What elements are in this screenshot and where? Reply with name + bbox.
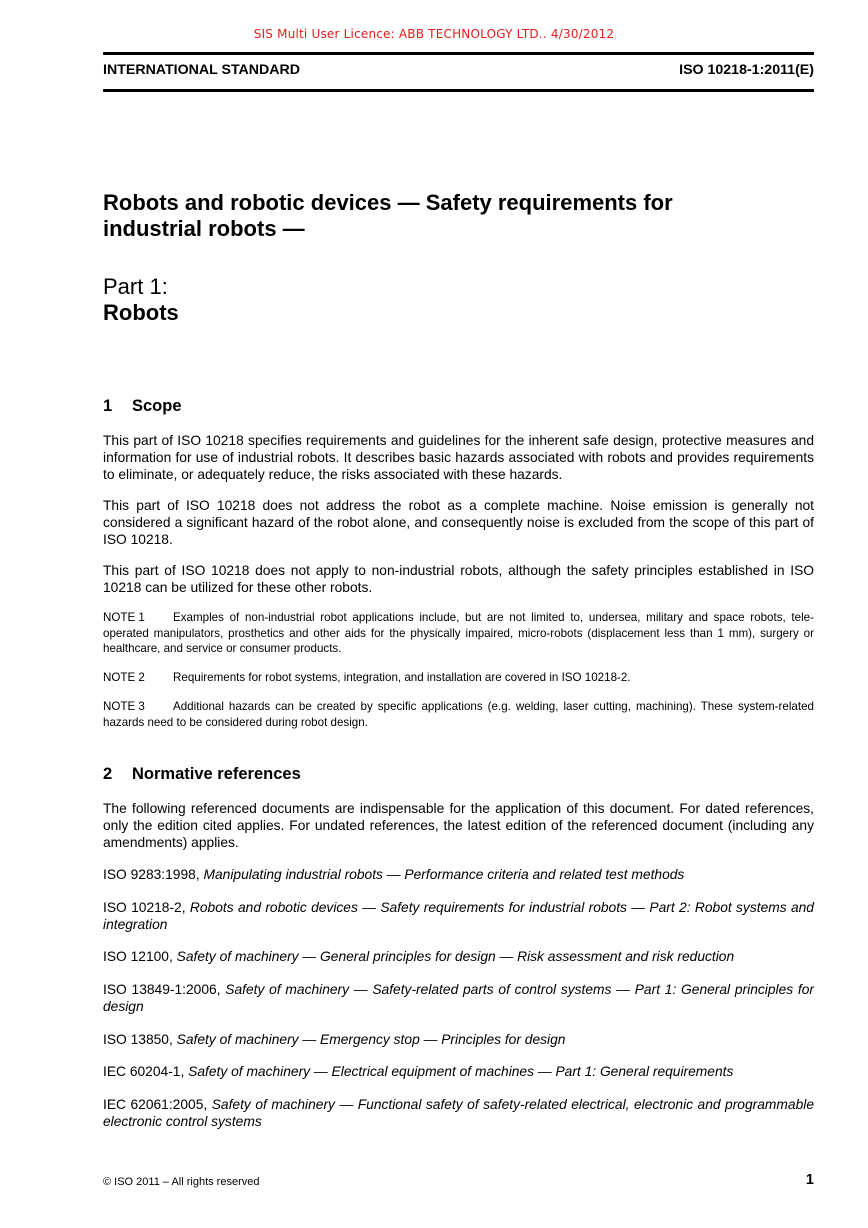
section-heading-scope bbox=[103, 396, 814, 416]
header-rule-bottom bbox=[103, 89, 814, 92]
note-3 bbox=[103, 699, 814, 730]
note-1 bbox=[103, 610, 814, 657]
reference-title: Safety of machinery — Emergency stop — Principles for design bbox=[176, 1032, 566, 1048]
scope-paragraph-1: This part of ISO 10218 specifies requirements and guidelines for the inherent safe design, protective measures and information for use of industrial robots. It describes basic hazards associated with robots and provides requirements to eliminate, or adequately reduce, the risks associated with these hazards. bbox=[103, 433, 814, 482]
reference-code: ISO 9283:1998, bbox=[103, 867, 200, 883]
note-label: NOTE 2 bbox=[103, 671, 145, 685]
reference-code: ISO 10218-2, bbox=[103, 900, 186, 916]
reference-title: Safety of machinery — General principles for design — Risk assessment and risk reduction bbox=[176, 949, 735, 965]
footer-copyright: © ISO 2011 – All rights reserved bbox=[103, 1176, 260, 1188]
header-doc-number: ISO 10218-1:2011(E) bbox=[679, 62, 814, 78]
reference-title: Robots and robotic devices — Safety requirements for industrial robots — Part 2: Robot systems and integration bbox=[103, 900, 814, 933]
section-heading-normative-references bbox=[103, 764, 814, 784]
scope-paragraph-3: This part of ISO 10218 does not apply to non-industrial robots, although the safety principles established in ISO 10218 can be utilized for these other robots. bbox=[103, 563, 814, 595]
licence-banner: SIS Multi User Licence: ABB TECHNOLOGY LTD.. 4/30/2012 bbox=[253, 27, 615, 41]
reference-code: ISO 12100, bbox=[103, 949, 173, 965]
reference-item bbox=[103, 866, 814, 883]
title-line-2: industrial robots — bbox=[103, 216, 305, 241]
header-doc-type: INTERNATIONAL STANDARD bbox=[103, 62, 301, 78]
reference-title: Manipulating industrial robots — Performance criteria and related test methods bbox=[203, 867, 685, 883]
reference-title: Safety of machinery — Electrical equipment of machines — Part 1: General requirements bbox=[188, 1064, 734, 1080]
document-title bbox=[103, 190, 814, 242]
section-title: Normative references bbox=[132, 765, 301, 784]
reference-code: ISO 13850, bbox=[103, 1032, 173, 1048]
section-number: 1 bbox=[103, 397, 113, 415]
section-title: Scope bbox=[132, 397, 182, 415]
section-number: 2 bbox=[103, 765, 113, 784]
note-text: Additional hazards can be created by specific applications (e.g. welding, laser cutting, machining). These system-related hazards need to be considered during robot design. bbox=[103, 699, 814, 729]
note-2 bbox=[103, 670, 814, 686]
reference-code: ISO 13849-1:2006, bbox=[103, 982, 221, 998]
scope-paragraph-2: This part of ISO 10218 does not address the robot as a complete machine. Noise emission is generally not considered a significant hazard of the robot alone, and consequently noise is excluded from the scope of this part of ISO 10218. bbox=[103, 498, 814, 547]
page-body bbox=[103, 190, 814, 1130]
header-rule-top bbox=[103, 52, 814, 55]
reference-item bbox=[103, 899, 814, 933]
note-text: Examples of non-industrial robot applications include, but are not limited to, undersea, military and space robots, tele-operated manipulators, prosthetics and other aids for the physically impaired, micro-robots (displacement less than 1 mm), surgery or healthcare, and service or consumer products. bbox=[103, 611, 814, 656]
reference-item bbox=[103, 1096, 814, 1130]
reference-title: Safety of machinery — Functional safety of safety-related electrical, electronic and programmable electronic control systems bbox=[103, 1097, 814, 1130]
note-label: NOTE 1 bbox=[103, 611, 145, 624]
title-line-1: Robots and robotic devices — Safety requirements for bbox=[103, 190, 673, 215]
reference-item bbox=[103, 1063, 814, 1080]
part-title: Robots bbox=[103, 300, 179, 325]
note-label: NOTE 3 bbox=[103, 699, 145, 713]
footer-page-number: 1 bbox=[805, 1172, 814, 1188]
reference-title: Safety of machinery — Safety-related parts of control systems — Part 1: General principles for design bbox=[103, 982, 815, 1015]
normative-intro: The following referenced documents are indispensable for the application of this document. For dated references, only the edition cited applies. For undated references, the latest edition of the referenced document (including any amendments) applies. bbox=[103, 801, 814, 851]
reference-code: IEC 60204-1, bbox=[103, 1064, 185, 1080]
reference-item bbox=[103, 1031, 814, 1048]
part-label: Part 1: bbox=[103, 274, 168, 299]
reference-item bbox=[103, 981, 814, 1015]
reference-item bbox=[103, 948, 814, 965]
note-text: Requirements for robot systems, integration, and installation are covered in ISO 10218-2. bbox=[173, 671, 631, 685]
reference-code: IEC 62061:2005, bbox=[103, 1097, 208, 1113]
